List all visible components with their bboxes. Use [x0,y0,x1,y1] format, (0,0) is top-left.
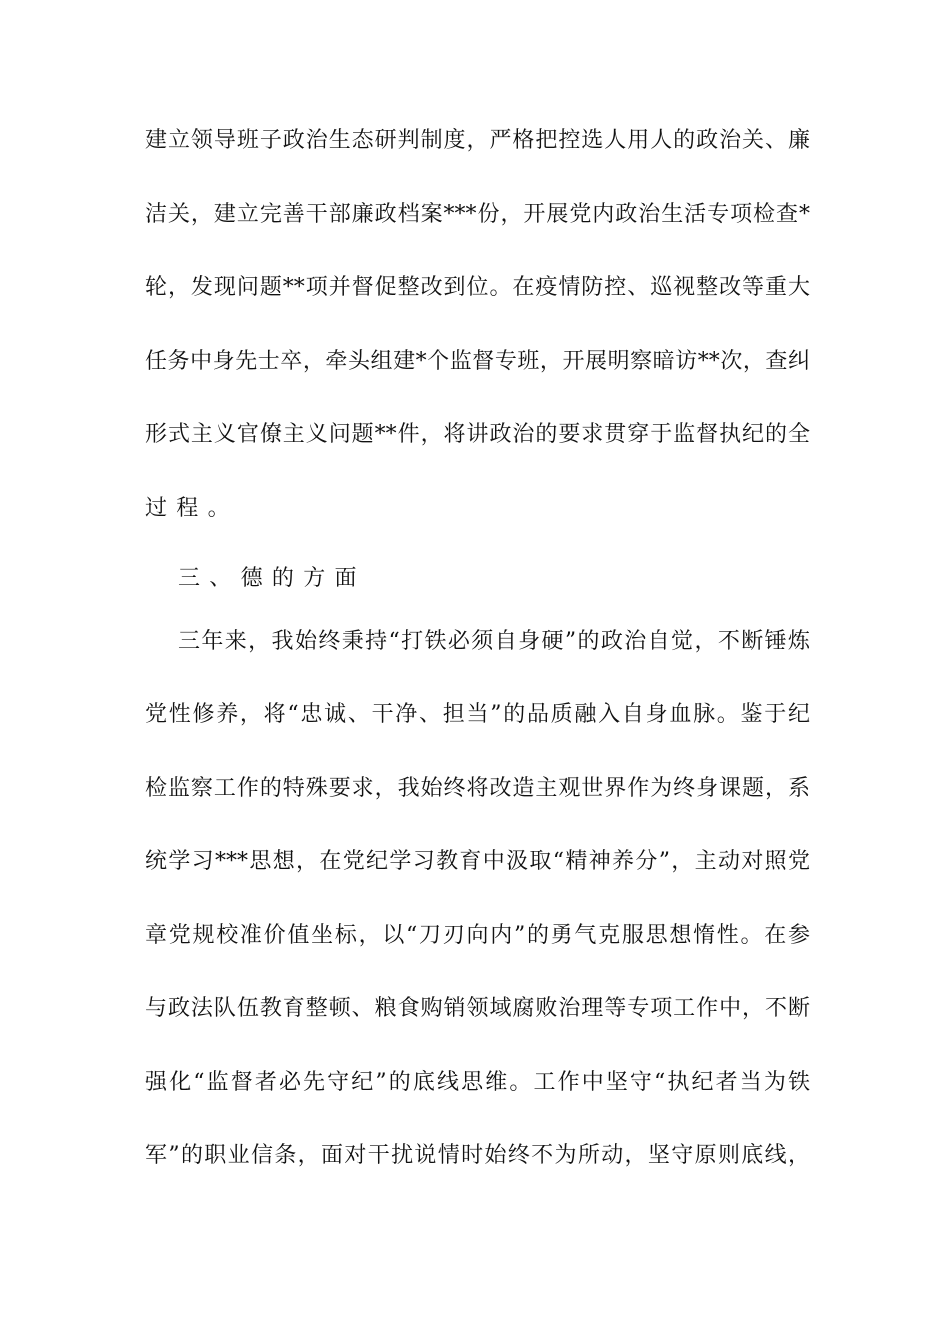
paragraph-line: 洁关，建立完善干部廉政档案***份，开展党内政治生活专项检查* [145,202,810,227]
paragraph-line: 党性修养，将“忠诚、干净、担当”的品质融入自身血脉。鉴于纪 [145,702,810,727]
paragraph-line: 过程。 [145,496,239,521]
paragraph-line: 检监察工作的特殊要求，我始终将改造主观世界作为终身课题，系 [145,776,810,801]
paragraph-line: 军”的职业信条，面对干扰说情时始终不为所动，坚守原则底线， [145,1143,810,1168]
paragraph-line: 形式主义官僚主义问题**件，将讲政治的要求贯穿于监督执纪的全 [145,422,810,447]
paragraph-line: 章党规校准价值坐标，以“刀刃向内”的勇气克服思想惰性。在参 [145,923,810,948]
paragraph-line: 统学习***思想，在党纪学习教育中汲取“精神养分”，主动对照党 [145,849,810,874]
paragraph-line: 强化“监督者必先守纪”的底线思维。工作中坚守“执纪者当为铁 [145,1070,810,1095]
paragraph-line: 任务中身先士卒，牵头组建*个监督专班，开展明察暗访**次，查纠 [145,349,810,374]
paragraph-line: 三年来，我始终秉持“打铁必须自身硬”的政治自觉，不断锤炼 [178,629,810,654]
paragraph-line: 与政法队伍教育整顿、粮食购销领域腐败治理等专项工作中，不断 [145,996,810,1021]
paragraph-line: 轮，发现问题**项并督促整改到位。在疫情防控、巡视整改等重大 [145,275,810,300]
section-heading: 三、德的方面 [178,566,366,591]
paragraph-line: 建立领导班子政治生态研判制度，严格把控选人用人的政治关、廉 [145,128,810,153]
